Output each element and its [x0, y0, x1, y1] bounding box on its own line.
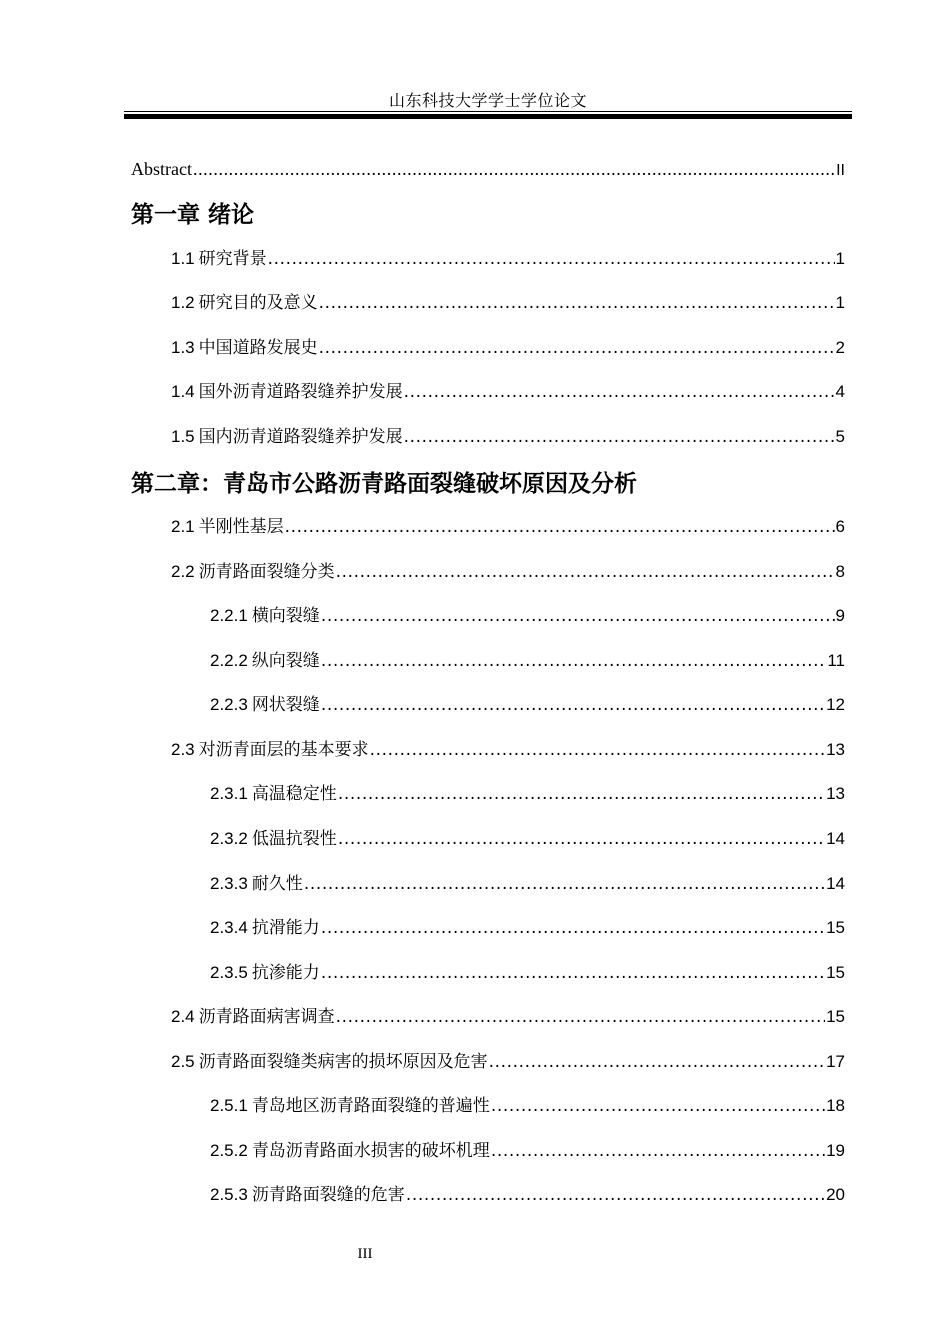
- toc-entry-2-2-1[interactable]: [210, 602, 845, 630]
- toc-entry-number: 2.3.5: [210, 963, 248, 982]
- toc-entry-page: 13: [826, 740, 845, 759]
- toc-entry-2-3-5[interactable]: [210, 959, 845, 987]
- toc-entry-label: 研究背景: [198, 249, 267, 269]
- toc-entry-2-5[interactable]: [171, 1048, 845, 1076]
- toc-entry-1-2[interactable]: [171, 289, 845, 317]
- toc-entry-number: 1.2: [171, 293, 195, 312]
- toc-entry-2-2-2[interactable]: [210, 647, 845, 675]
- toc-entry-number: 2.4: [171, 1007, 195, 1026]
- toc-entry-2-5-1[interactable]: [210, 1092, 845, 1120]
- toc-leader-dots: [338, 825, 825, 853]
- toc-entry-number: 1.1: [171, 249, 195, 268]
- toc-entry-page: 14: [826, 874, 845, 893]
- toc-entry-label: 半刚性基层: [198, 517, 284, 537]
- toc-entry-page: 14: [826, 829, 845, 848]
- header-rule-thin: [124, 111, 852, 112]
- toc-entry-number: 1.3: [171, 338, 195, 357]
- toc-leader-dots: [338, 780, 825, 808]
- toc-entry-label: 沥青路面裂缝的危害: [251, 1185, 405, 1205]
- toc-entry-number: 1.5: [171, 427, 195, 446]
- footer-page-number: III: [357, 1246, 373, 1262]
- toc-entry-1-3[interactable]: [171, 334, 845, 362]
- toc-leader-dots: [370, 736, 825, 764]
- toc-entry-2-2[interactable]: [171, 558, 845, 586]
- toc-entry-number: 2.5: [171, 1052, 195, 1071]
- toc-entry-label: 抗渗能力: [251, 963, 320, 983]
- toc-entry-page: 15: [826, 918, 845, 937]
- toc-entry-label: 耐久性: [251, 874, 303, 894]
- toc-entry-2-3-1[interactable]: [210, 780, 845, 808]
- toc-leader-dots: [321, 691, 825, 719]
- toc-leader-dots: [304, 870, 825, 898]
- toc-entry-page: 8: [835, 562, 845, 581]
- toc-entry-page: 2: [835, 338, 845, 357]
- toc-leader-dots: [404, 423, 835, 451]
- toc-leader-dots: [489, 1048, 825, 1076]
- toc-leader-dots: [336, 558, 835, 586]
- toc-chapter-1-heading[interactable]: [131, 198, 254, 232]
- toc-leader-dots: [268, 245, 835, 273]
- toc-entry-label: 低温抗裂性: [251, 829, 337, 849]
- toc-entry-number: 2.3: [171, 740, 195, 759]
- toc-entry-number: 2.2.1: [210, 606, 248, 625]
- toc-leader-dots: [321, 914, 825, 942]
- toc-leader-dots: [285, 513, 835, 541]
- toc-entry-2-3-3[interactable]: [210, 870, 845, 898]
- toc-entry-label: 中国道路发展史: [198, 338, 318, 358]
- toc-entry-2-4[interactable]: [171, 1003, 845, 1031]
- toc-entry-1-1[interactable]: [171, 245, 845, 273]
- toc-leader-dots: [406, 1181, 825, 1209]
- toc-entry-page: 9: [835, 606, 845, 625]
- toc-entry-page: 20: [826, 1185, 845, 1204]
- toc-entry-abstract[interactable]: [131, 155, 845, 183]
- toc-entry-page: 1: [835, 293, 845, 312]
- toc-entry-2-5-3[interactable]: [210, 1181, 845, 1209]
- toc-entry-page: 6: [835, 517, 845, 536]
- toc-entry-label: 纵向裂缝: [251, 651, 320, 671]
- toc-leader-dots: [321, 602, 835, 630]
- toc-entry-number: 2.3.1: [210, 784, 248, 803]
- toc-entry-page: 1: [835, 249, 845, 268]
- toc-leader-dots: [319, 289, 835, 317]
- toc-entry-number: 2.2: [171, 562, 195, 581]
- toc-entry-2-1[interactable]: [171, 513, 845, 541]
- toc-entry-page: 13: [826, 784, 845, 803]
- toc-entry-label: 沥青路面裂缝分类: [198, 562, 335, 582]
- toc-entry-label: 青岛地区沥青路面裂缝的普遍性: [251, 1096, 490, 1116]
- toc-entry-page: 12: [826, 695, 845, 714]
- toc-leader-dots: [193, 155, 835, 183]
- toc-entry-number: 2.1: [171, 517, 195, 536]
- toc-leader-dots: [319, 334, 835, 362]
- toc-entry-number: 2.5.1: [210, 1096, 248, 1115]
- toc-leader-dots: [404, 378, 835, 406]
- toc-entry-label: 青岛沥青路面水损害的破坏机理: [251, 1141, 490, 1161]
- toc-entry-2-3-2[interactable]: [210, 825, 845, 853]
- toc-entry-page: 4: [835, 382, 845, 401]
- toc-entry-number: 2.5.2: [210, 1141, 248, 1160]
- toc-entry-number: 1.4: [171, 382, 195, 401]
- toc-entry-page: II: [836, 162, 845, 179]
- toc-entry-2-5-2[interactable]: [210, 1137, 845, 1165]
- toc-entry-2-3-4[interactable]: [210, 914, 845, 942]
- toc-entry-number: 2.3.3: [210, 874, 248, 893]
- toc-entry-number: 2.3.4: [210, 918, 248, 937]
- toc-leader-dots: [491, 1092, 825, 1120]
- toc-entry-number: 2.2.3: [210, 695, 248, 714]
- toc-entry-number: 2.5.3: [210, 1185, 248, 1204]
- toc-entry-label: 国内沥青道路裂缝养护发展: [198, 427, 403, 447]
- toc-entry-page: 11: [827, 651, 845, 670]
- toc-entry-page: 18: [826, 1096, 845, 1115]
- toc-entry-1-4[interactable]: [171, 378, 845, 406]
- toc-entry-label: 沥青路面病害调查: [198, 1007, 335, 1027]
- header-title: 山东科技大学学士学位论文: [388, 91, 587, 110]
- toc-entry-page: 5: [835, 427, 845, 446]
- toc-entry-page: 15: [826, 1007, 845, 1026]
- toc-entry-number: 2.3.2: [210, 829, 248, 848]
- toc-entry-label: 网状裂缝: [251, 695, 320, 715]
- toc-entry-page: 15: [826, 963, 845, 982]
- toc-chapter-title: 第一章 绪论: [131, 202, 255, 228]
- toc-entry-label: 研究目的及意义: [198, 293, 318, 313]
- toc-entry-label: 沥青路面裂缝类病害的损坏原因及危害: [198, 1052, 488, 1072]
- toc-entry-label: 国外沥青道路裂缝养护发展: [198, 382, 403, 402]
- toc-entry-page: 19: [826, 1141, 845, 1160]
- toc-entry-label: Abstract: [131, 159, 192, 179]
- toc-entry-label: 抗滑能力: [251, 918, 320, 938]
- toc-entry-2-2-3[interactable]: [210, 691, 845, 719]
- toc-entry-label: 对沥青面层的基本要求: [198, 740, 369, 760]
- toc-chapter-title: 第二章：青岛市公路沥青路面裂缝破坏原因及分析: [131, 471, 637, 497]
- toc-entry-number: 2.2.2: [210, 651, 248, 670]
- toc-leader-dots: [321, 959, 825, 987]
- toc-entry-2-3[interactable]: [171, 736, 845, 764]
- toc-entry-label: 高温稳定性: [251, 784, 337, 804]
- toc-entry-label: 横向裂缝: [251, 606, 320, 626]
- toc-entry-1-5[interactable]: [171, 423, 845, 451]
- toc-chapter-2-heading[interactable]: [131, 467, 637, 501]
- header-rule-thick: [124, 114, 852, 119]
- toc-leader-dots: [336, 1003, 825, 1031]
- toc-entry-page: 17: [826, 1052, 845, 1071]
- toc-leader-dots: [491, 1137, 825, 1165]
- toc-leader-dots: [321, 647, 827, 675]
